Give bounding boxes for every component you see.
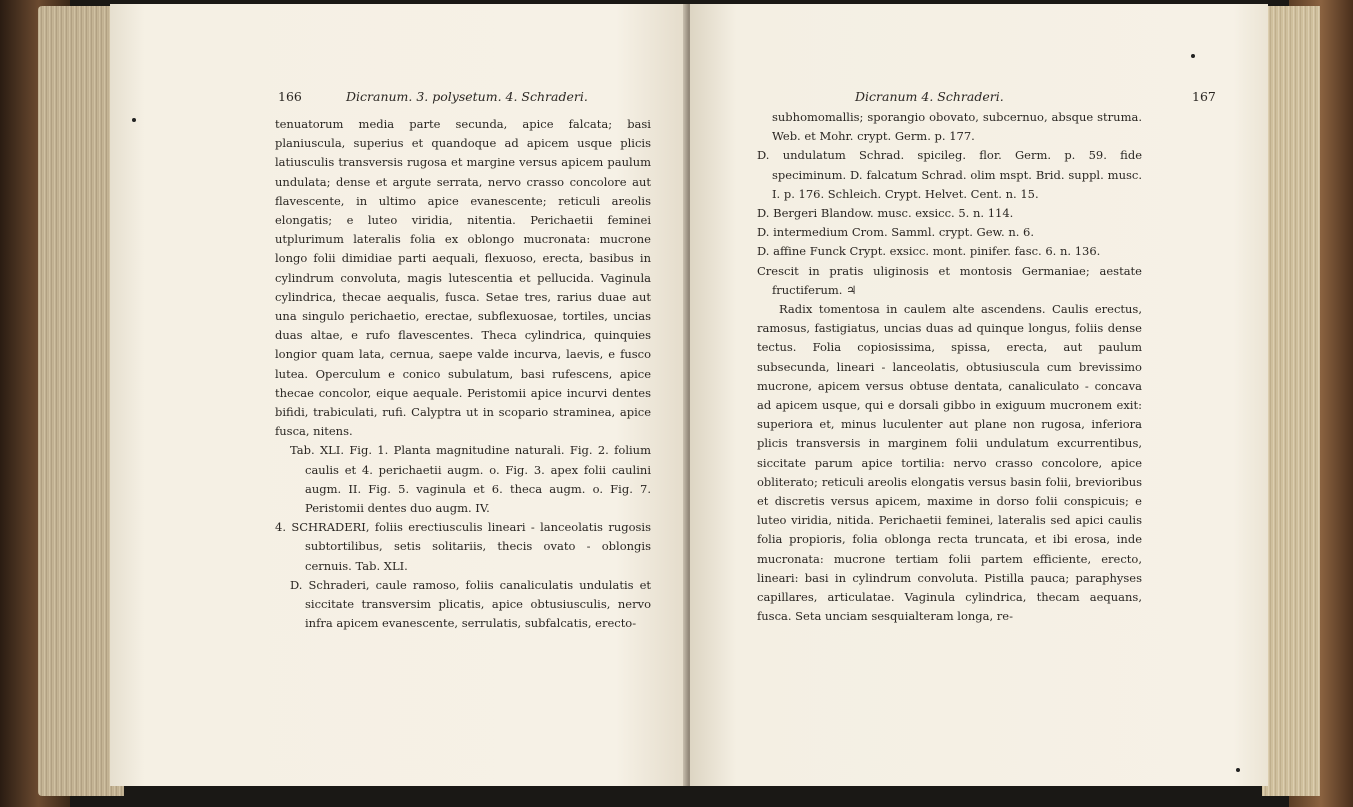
right-running-head: Dicranum 4. Schraderi. [855,89,1004,104]
right-page [690,4,1268,786]
right-paragraph-2: D. undulatum Schrad. spicileg. flor. Germ. p. 59. fide speciminum. D. falcatum Schrad. olim mspt. Brid. suppl. musc. I. p. 176. Schleich. Crypt. Helvet. Cent. n. 15. [757,148,1142,201]
page-speck [1236,768,1240,772]
left-page-number: 166 [278,89,302,104]
page-speck [132,118,136,122]
right-paragraph-6: Crescit in pratis uliginosis et montosis Germaniae; aestate fructiferum. ♃ [757,263,1142,297]
left-paragraph-1: tenuatorum media parte secunda, apice falcata; basi planiuscula, superius et quandoque ad apicem usque plicis latiusculis transversis rugosa et margine versus apicem paulum undulata; dense et argute serrata, nervo crasso concolore aut flavescente, in ultimo apice evanescente; reticuli areolis elongatis; e luteo viridia, nitentia. Perichaetii feminei utplurimum lateralis folia ex oblongo mucronata: mucrone longo folii dimidiae parti aequali, flexuoso, erecta, basibus in cylindrum convoluta, magis lutescentia et pellucida. Vaginula cylindrica, thecae aequalis, fusca. Setae tres, rarius duae aut una singulo perichaetio, erectae, subflexuosae, tortiles, uncias duas altae, e rufo flavescentes. Theca cylindrica, quinquies longior quam lata, cernua, saepe valde incurva, laevis, e fusco lutea. Operculum e conico subulatum, basi rufescens, apice thecae concolor, eique aequale. Peristomii apice incurvi dentes bifidi, trabiculati, rufi. Calyptra ut in scopario straminea, apice fusca, nitens. [275,117,651,439]
right-paragraph-5: D. affine Funck Crypt. exsicc. mont. pinifer. fasc. 6. n. 136. [757,244,1101,259]
right-page-number: 167 [1192,89,1216,104]
page-speck [1191,54,1195,58]
right-paragraph-3: D. Bergeri Blandow. musc. exsicc. 5. n. 114. [757,206,1014,221]
right-paragraph-4: D. intermedium Crom. Samml. crypt. Gew. n. 6. [757,225,1035,240]
right-page-header [690,89,1268,107]
left-paragraph-2: Tab. XLI. Fig. 1. Planta magnitudine naturali. Fig. 2. folium caulis et 4. perichaetii augm. o. Fig. 3. apex folii caulini augm. II. Fig. 5. vaginula et 6. theca augm. o. Fig. 7. Peristomii dentes duo augm. IV. [290,443,651,516]
left-page [110,4,685,786]
left-page-text [275,115,651,633]
page-edges-right [1262,6,1320,796]
left-paragraph-4: D. Schraderi, caule ramoso, foliis canaliculatis undulatis et siccitate transversim plicatis, apice obtusiusculis, nervo infra apicem evanescente, serrulatis, subfalcatis, erecto- [290,577,651,631]
left-running-head: Dicranum. 3. polysetum. 4. Schraderi. [346,89,588,104]
right-page-text [757,108,1142,626]
right-paragraph-7: Radix tomentosa in caulem alte ascendens. Caulis erectus, ramosus, fastigiatus, uncias duas ad quinque longus, foliis dense tectus. Folia copiosissima, spissa, erecta, aut paulum subsecunda, lineari - lanceolatis, obtusiuscula cum brevissimo mucrone, apicem versus obtuse dentata, canaliculato - concava ad apicem usque, qui e dorsali gibbo in exiguum mucronem exit: superiora et, minus luculenter aut plane non rugosa, inferiora plicis transversis in marginem folii undulatum excurrentibus, siccitate parum apice tortilia: nervo crasso concolore, apice obliterato; reticuli areolis elongatis versus basin folii, brevioribus et discretis versus apicem, maxime in dorso folii conspicuis; e luteo viridia, nitida. Perichaetii feminei, lateralis sed apici caulis folia propioris, folia oblonga recta truncata, et ibi erosa, inde mucronata: mucrone tertiam folii partem efficiente, erecto, lineari: basi in cylindrum convoluta. Pistilla pauca; paraphyses capillares, articulatae. Vaginula cylindrica, thecam aequans, fusca. Seta unciam sesquialteram longa, re- [757,302,1142,624]
left-page-header [278,89,698,107]
left-paragraph-3: 4. SCHRADERI, foliis erectiusculis lineari - lanceolatis rugosis subtortilibus, setis solitariis, thecis ovato - oblongis cernuis. Tab. XLI. [275,520,651,573]
right-paragraph-1: subhomomallis; sporangio obovato, subcernuo, absque struma. Web. et Mohr. crypt. Germ. p. 177. [772,110,1142,144]
